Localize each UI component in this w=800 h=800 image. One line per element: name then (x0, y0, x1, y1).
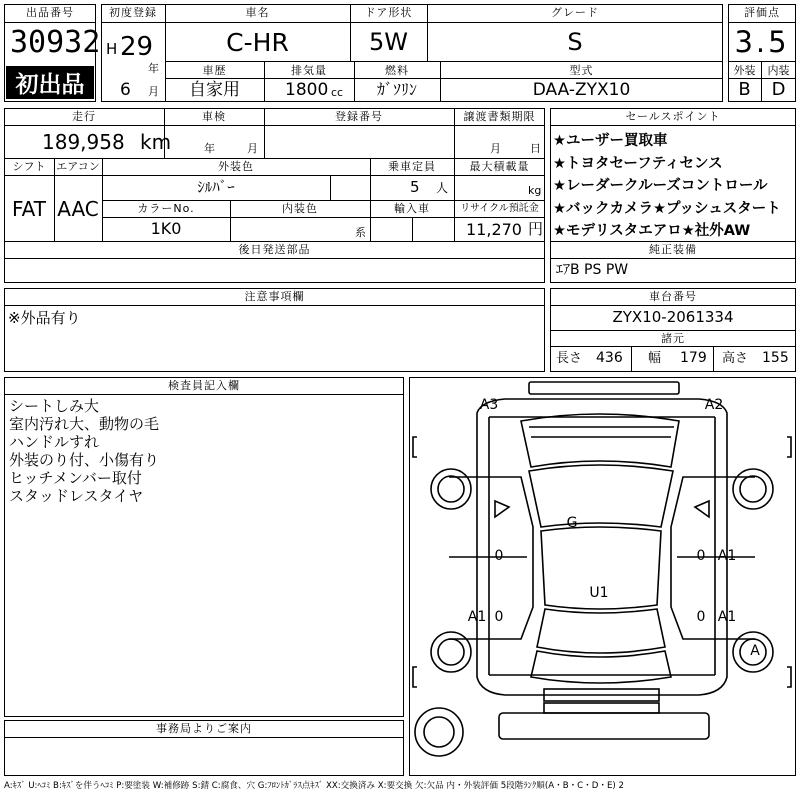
car-name: C-HR (226, 28, 289, 57)
sales-point-item: ★レーダークルーズコントロール (553, 178, 768, 194)
displacement: 1800 (285, 80, 329, 100)
wheel-front-right (733, 469, 773, 509)
spare-tire (415, 708, 463, 756)
first-listing-badge: 初出品 (6, 66, 94, 99)
mileage-unit: km (140, 130, 172, 154)
inspector-notes (9, 397, 159, 505)
damage-mark: A1 (467, 609, 487, 625)
trunk (531, 651, 671, 683)
history-label: 車歴 (202, 64, 227, 77)
inspector-label: 検査員記入欄 (168, 379, 240, 392)
body-outline (477, 399, 727, 695)
fuel-label: 燃料 (385, 64, 409, 77)
front-bumper-strip (529, 382, 679, 394)
right-doors (671, 477, 755, 639)
hood (521, 414, 679, 467)
sales-point-item: ★トヨタセーフティセンス (553, 155, 723, 172)
rear-window (537, 609, 665, 653)
reg-month-unit: 月 (148, 85, 159, 98)
inspection-label: 車検 (202, 110, 226, 123)
inspector-note-line: 室内汚れ大、動物の毛 (9, 415, 160, 433)
ext-color: ｼﾙﾊﾞｰ (197, 178, 235, 196)
sales-points-list (553, 130, 781, 243)
fuel: ｶﾞｿﾘﾝ (376, 80, 417, 99)
int-color-label: 内装色 (282, 202, 318, 215)
inspector-note-line: ハンドルすれ (9, 433, 100, 451)
reg-year: 29 (120, 32, 154, 62)
model-code: DAA-ZYX10 (532, 80, 631, 100)
capacity: 5 (410, 178, 420, 196)
int-grade-label: 内装 (767, 64, 790, 77)
mileage: 189,958 (42, 130, 125, 154)
sales-points-label: セールスポイント (625, 110, 721, 123)
displacement-label: 排気量 (291, 64, 327, 77)
door-type: 5W (369, 28, 408, 56)
length: 436 (596, 350, 623, 366)
damage-mark: A1 (717, 609, 737, 625)
reg-year-unit: 年 (148, 62, 159, 75)
inspection-month-unit: 月 (247, 142, 258, 155)
recycle-label: リサイクル預託金 (460, 203, 539, 214)
grade: S (567, 28, 583, 56)
recycle-unit: 円 (528, 220, 544, 238)
wheel-front-left (431, 469, 471, 509)
reg-no-label: 登録番号 (335, 110, 383, 123)
damage-mark: A1 (717, 548, 737, 564)
inspector-note-line: ヒッチメンバー取付 (9, 469, 142, 487)
score-label: 評価点 (744, 6, 780, 19)
max-load-label: 最大積載量 (469, 160, 530, 173)
sales-point-item: ★モデリスタエアロ★社外AW (553, 223, 751, 239)
sales-point-item: ★バックカメラ★プッシュスタート (553, 200, 781, 217)
reg-month: 6 (120, 80, 131, 100)
width: 179 (680, 350, 707, 366)
capacity-unit: 人 (436, 181, 449, 195)
int-grade: D (771, 79, 786, 100)
door-label: ドア形状 (364, 6, 413, 19)
ext-grade: B (738, 79, 751, 100)
model-label: 型式 (569, 64, 594, 77)
lot-number: 30932 (10, 25, 101, 60)
width-label: 幅 (648, 351, 662, 366)
legend: A:ｷｽﾞ U:ﾍｺﾐ B:ｷｽﾞを伴うﾍｺﾐ P:要塗装 W:補修跡 S:錆 C:腐食、穴 G:ﾌﾛﾝﾄｶﾞﾗｽ点ｷｽﾞ XX:交換済み X:要交換 欠:欠品 内・外装評価 5段階ﾗﾝｸ順(A・B・C・D・E) 2 (4, 781, 624, 791)
rear-bumper-lower (499, 713, 709, 739)
int-color-suffix: 系 (355, 226, 366, 239)
mileage-label: 走行 (72, 110, 96, 123)
dimensions-label: 諸元 (661, 332, 685, 345)
windshield (529, 465, 673, 527)
ac: AAC (57, 197, 99, 221)
wheel-rear-left (431, 632, 471, 672)
damage-mark: U1 (589, 585, 609, 601)
sales-point-item: ★ユーザー買取車 (553, 133, 668, 149)
notes-label: 注意事項欄 (244, 290, 305, 303)
inspector-note-line: 外装のり付、小傷有り (9, 451, 160, 469)
height-label: 高さ (722, 351, 749, 366)
recycle-fee: 11,270 (466, 220, 522, 239)
left-doors (449, 477, 533, 639)
era: H (106, 40, 118, 58)
ac-label: エアコン (56, 160, 100, 173)
displacement-unit: cc (331, 86, 344, 99)
capacity-label: 乗車定員 (388, 160, 436, 173)
ext-color-label: 外装色 (218, 160, 254, 173)
chassis-number: ZYX10-2061334 (612, 308, 734, 326)
damage-mark: 0 (696, 609, 706, 625)
color-no-label: カラーNo. (137, 202, 195, 215)
inspector-note-line: シートしみ大 (9, 397, 100, 415)
inspector-note-line: スタッドレスタイヤ (9, 487, 144, 505)
chassis-label: 車台番号 (649, 290, 697, 303)
shift: FAT (11, 197, 46, 221)
transfer-docs-label: 譲渡書類期限 (463, 110, 536, 123)
import-label: 輸入車 (394, 202, 430, 215)
ext-grade-label: 外装 (733, 64, 756, 77)
car-diagram (409, 377, 796, 776)
shift-label: シフト (12, 160, 46, 173)
damage-mark: 0 (494, 609, 504, 625)
equipment: ｴｱB PS PW (556, 262, 629, 278)
inspection-year-unit: 年 (204, 142, 215, 155)
height: 155 (762, 350, 789, 366)
color-no: 1K0 (150, 219, 182, 238)
score: 3.5 (734, 25, 790, 59)
transfer-day-unit: 日 (530, 142, 541, 155)
damage-mark: A (750, 643, 760, 659)
later-parts-label: 後日発送部品 (238, 243, 311, 256)
car-name-label: 車名 (245, 6, 270, 19)
grade-label: グレード (551, 6, 599, 19)
office-label: 事務局よりご案内 (156, 722, 252, 735)
damage-mark: 0 (696, 548, 706, 564)
notes-text: ※外品有り (8, 309, 81, 327)
transfer-month-unit: 月 (490, 142, 501, 155)
length-label: 長さ (556, 351, 583, 366)
damage-mark: A3 (479, 397, 499, 413)
history: 自家用 (189, 80, 240, 100)
equipment-label: 純正装備 (649, 243, 697, 256)
damage-mark: A2 (704, 397, 724, 413)
damage-mark: G (566, 515, 578, 531)
lot-number-label: 出品番号 (26, 6, 74, 19)
first-reg-label: 初度登録 (109, 6, 157, 19)
max-load-unit: kg (528, 184, 542, 197)
damage-mark: 0 (494, 548, 504, 564)
